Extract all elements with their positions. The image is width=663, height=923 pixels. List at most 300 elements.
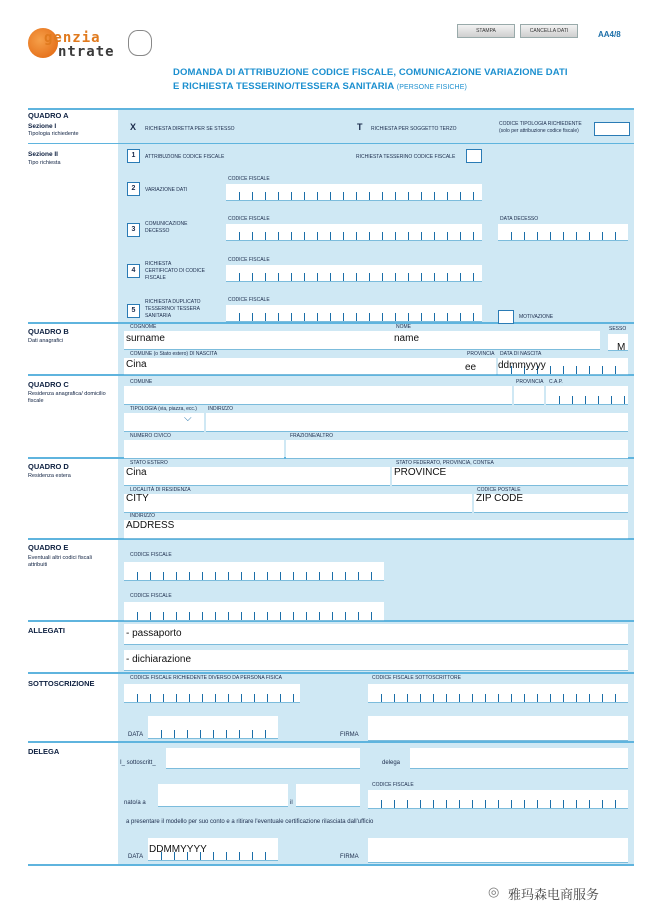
grid-tick xyxy=(176,694,177,702)
grid-tick xyxy=(215,694,216,702)
grid-tick xyxy=(473,192,474,200)
grid-tick xyxy=(252,313,253,321)
quadro-d-sub: Residenza estera xyxy=(28,473,71,479)
grid-tick xyxy=(434,232,435,240)
grid-tick xyxy=(137,694,138,702)
grid-tick xyxy=(394,694,395,702)
direct-request-label: RICHIESTA DIRETTA PER SE STESSO xyxy=(145,126,235,132)
allegati-line1-input[interactable] xyxy=(124,624,628,645)
grid-tick xyxy=(252,192,253,200)
grid-tick xyxy=(150,612,151,620)
codice-tipologia-select[interactable] xyxy=(594,122,630,136)
grid-tick xyxy=(330,313,331,321)
grid-tick xyxy=(589,232,590,240)
stato-federato-label: STATO FEDERATO, PROVINCIA, CONTEA xyxy=(396,460,494,466)
grid-tick xyxy=(485,800,486,808)
grid-tick xyxy=(280,694,281,702)
cf-input-2[interactable] xyxy=(226,184,482,201)
grid-tick xyxy=(241,612,242,620)
grid-tick xyxy=(485,694,486,702)
grid-tick xyxy=(408,232,409,240)
grid-tick xyxy=(537,232,538,240)
indirizzo-d-label: INDIRIZZO xyxy=(130,513,155,519)
grid-tick xyxy=(330,192,331,200)
data-sottoscrizione-label: DATA xyxy=(128,732,144,738)
grid-tick xyxy=(472,800,473,808)
grid-tick xyxy=(330,232,331,240)
grid-tick xyxy=(291,232,292,240)
grid-tick xyxy=(585,396,586,404)
grid-tick xyxy=(563,694,564,702)
grid-tick xyxy=(202,694,203,702)
watermark-text: 雅玛森电商服务 xyxy=(508,887,600,902)
request-type-3-label: COMUNICAZIONE DECESSO xyxy=(145,221,188,234)
grid-tick xyxy=(265,232,266,240)
separator xyxy=(28,108,634,110)
grid-tick xyxy=(407,694,408,702)
localita-value: CITY xyxy=(126,493,149,504)
request-type-3-checkbox[interactable]: 3 xyxy=(127,223,140,237)
sottoscritt-input[interactable] xyxy=(166,748,360,769)
sottoscritt-label: I_ sottoscritt_ xyxy=(120,760,156,766)
grid-tick xyxy=(278,273,279,281)
grid-tick xyxy=(228,612,229,620)
frazione-label: FRAZIONE/ALTRO xyxy=(290,433,333,439)
grid-tick xyxy=(382,232,383,240)
grid-tick xyxy=(447,232,448,240)
grid-tick xyxy=(615,232,616,240)
stato-estero-value: Cina xyxy=(126,467,147,478)
grid-tick xyxy=(267,612,268,620)
grid-tick xyxy=(291,273,292,281)
separator xyxy=(28,322,634,324)
grid-tick xyxy=(563,232,564,240)
grid-tick xyxy=(265,852,266,860)
grid-tick xyxy=(602,366,603,374)
grid-tick xyxy=(550,694,551,702)
grid-tick xyxy=(407,800,408,808)
cap-label: C.A.P. xyxy=(549,379,563,385)
grid-tick xyxy=(267,572,268,580)
grid-tick xyxy=(252,273,253,281)
grid-tick xyxy=(265,313,266,321)
tipologia-select[interactable] xyxy=(124,413,204,432)
logo-line2: ntrate xyxy=(58,44,115,60)
cf-delega-label: CODICE FISCALE xyxy=(372,782,414,788)
quadro-c-sub: Residenza anagrafica/ domicilio fiscale xyxy=(28,391,106,404)
nome-input[interactable] xyxy=(392,331,600,350)
data-decesso-input[interactable] xyxy=(498,224,628,241)
grid-tick xyxy=(345,612,346,620)
request-type-2-label: VARIAZIONE DATI xyxy=(145,187,188,193)
print-button[interactable]: STAMPA xyxy=(457,24,515,38)
grid-tick xyxy=(446,800,447,808)
grid-tick xyxy=(306,572,307,580)
quadro-e-title: QUADRO E xyxy=(28,543,69,552)
data-nascita-value: ddmmyyyy xyxy=(498,360,546,371)
grid-tick xyxy=(537,694,538,702)
grid-tick xyxy=(356,192,357,200)
sezione2-title: Sezione II xyxy=(28,151,58,158)
provincia-nascita-value: ee xyxy=(465,362,477,373)
grid-tick xyxy=(369,192,370,200)
separator xyxy=(28,672,634,674)
grid-tick xyxy=(267,694,268,702)
nome-label: NOME xyxy=(396,324,411,330)
grid-tick xyxy=(498,800,499,808)
grid-tick xyxy=(356,313,357,321)
grid-tick xyxy=(394,800,395,808)
frazione-input[interactable] xyxy=(286,440,628,459)
cf-sottoscrittore-label: CODICE FISCALE SOTTOSCRITTORE xyxy=(372,675,461,681)
stato-estero-input[interactable] xyxy=(124,467,390,486)
grid-tick xyxy=(332,612,333,620)
comune-nascita-label: COMUNE (o Stato estero) DI NASCITA xyxy=(130,351,218,357)
grid-tick xyxy=(395,313,396,321)
il-input[interactable] xyxy=(296,784,360,807)
grid-tick xyxy=(163,612,164,620)
grid-tick xyxy=(382,273,383,281)
grid-tick xyxy=(381,800,382,808)
request-type-2-checkbox[interactable]: 2 xyxy=(127,182,140,196)
grid-tick xyxy=(421,313,422,321)
grid-tick xyxy=(304,232,305,240)
grid-tick xyxy=(371,612,372,620)
grid-tick xyxy=(265,192,266,200)
grid-tick xyxy=(576,800,577,808)
grid-tick xyxy=(317,232,318,240)
cf-field-label: CODICE FISCALE xyxy=(228,176,270,182)
grid-tick xyxy=(226,730,227,738)
grid-tick xyxy=(343,273,344,281)
request-type-4-checkbox[interactable]: 4 xyxy=(127,264,140,278)
grid-tick xyxy=(239,232,240,240)
grid-tick xyxy=(358,612,359,620)
grid-tick xyxy=(576,694,577,702)
cognome-value: surname xyxy=(126,333,165,344)
request-type-4-label: RICHIESTA CERTIFICATO DI CODICE FISCALE xyxy=(145,261,206,281)
grid-tick xyxy=(589,366,590,374)
localita-label: LOCALITÀ DI RESIDENZA xyxy=(130,487,191,493)
grid-tick xyxy=(280,612,281,620)
cf-input-4[interactable] xyxy=(226,265,482,282)
comune-residenza-label: COMUNE xyxy=(130,379,153,385)
sezione1-sub: Tipologia richiedente xyxy=(28,131,79,137)
delega-input[interactable] xyxy=(410,748,628,769)
grid-tick xyxy=(239,852,240,860)
motivazione-checkbox[interactable] xyxy=(498,310,514,324)
grid-tick xyxy=(137,612,138,620)
grid-tick xyxy=(343,313,344,321)
grid-tick xyxy=(408,192,409,200)
quadro-b-sub: Dati anagrafici xyxy=(28,338,64,344)
grid-tick xyxy=(254,612,255,620)
grid-tick xyxy=(280,572,281,580)
grid-tick xyxy=(293,612,294,620)
codice-postale-value: ZIP CODE xyxy=(476,493,524,504)
quadro-c-title: QUADRO C xyxy=(28,380,69,389)
richiesta-tesserino-label: RICHIESTA TESSERINO CODICE FISCALE xyxy=(356,154,456,160)
data-delega-label: DATA xyxy=(128,854,144,860)
indirizzo-c-input[interactable] xyxy=(206,413,628,432)
grid-tick xyxy=(434,313,435,321)
grid-tick xyxy=(459,694,460,702)
form-title-line2 xyxy=(173,81,467,92)
grid-tick xyxy=(215,612,216,620)
firma-sottoscrizione-input[interactable] xyxy=(368,716,628,741)
codice-tipologia-label: CODICE TIPOLOGIA RICHIEDENTE xyxy=(499,121,582,127)
grid-tick xyxy=(265,273,266,281)
sezione1-title: Sezione I xyxy=(28,123,57,130)
data-nascita-label: DATA DI NASCITA xyxy=(500,351,542,357)
grid-tick xyxy=(420,800,421,808)
grid-tick xyxy=(200,730,201,738)
grid-tick xyxy=(213,730,214,738)
grid-tick xyxy=(252,852,253,860)
grid-tick xyxy=(239,192,240,200)
grid-tick xyxy=(317,192,318,200)
quadro-d-title: QUADRO D xyxy=(28,462,69,471)
request-type-1-checkbox[interactable]: 1 xyxy=(127,149,140,163)
grid-tick xyxy=(187,730,188,738)
form-code: AA4/8 xyxy=(598,30,621,39)
grid-tick xyxy=(189,694,190,702)
data-decesso-label: DATA DECESSO xyxy=(500,216,539,222)
grid-tick xyxy=(550,366,551,374)
separator xyxy=(28,741,634,743)
cf-delega-input[interactable] xyxy=(368,790,628,809)
cf-input-5[interactable] xyxy=(226,305,482,322)
cf-e2-input[interactable] xyxy=(124,602,384,621)
grid-tick xyxy=(215,572,216,580)
grid-tick xyxy=(473,313,474,321)
cf-richiedente-input[interactable] xyxy=(124,684,300,703)
grid-tick xyxy=(395,192,396,200)
allegati-line1-value: - passaporto xyxy=(126,628,182,639)
delega-label: delega xyxy=(382,760,401,766)
form-title-line1: DOMANDA DI ATTRIBUZIONE CODICE FISCALE, COMUNICAZIONE VARIAZIONE DATI xyxy=(173,67,568,78)
logo-line1: genzia xyxy=(44,30,101,46)
nato-label: nato/a a xyxy=(124,800,146,806)
cf-field-label: CODICE FISCALE xyxy=(228,257,270,263)
grid-tick xyxy=(460,313,461,321)
cf-e1-input[interactable] xyxy=(124,562,384,581)
grid-tick xyxy=(241,694,242,702)
grid-tick xyxy=(150,694,151,702)
indirizzo-c-label: INDIRIZZO xyxy=(208,406,233,412)
grid-tick xyxy=(421,273,422,281)
richiesta-tesserino-checkbox[interactable] xyxy=(466,149,482,163)
sesso-label: SESSO xyxy=(609,326,627,332)
comune-nascita-input[interactable] xyxy=(124,358,464,375)
form-title-line2-text: E RICHIESTA TESSERINO/TESSERA SANITARIA xyxy=(173,81,395,92)
grid-tick xyxy=(447,313,448,321)
grid-tick xyxy=(511,800,512,808)
firma-delega-input[interactable] xyxy=(368,838,628,863)
civico-label: NUMERO CIVICO xyxy=(130,433,171,439)
grid-tick xyxy=(421,192,422,200)
grid-tick xyxy=(304,273,305,281)
grid-tick xyxy=(537,800,538,808)
grid-tick xyxy=(319,612,320,620)
wechat-icon: ◎ xyxy=(488,884,500,899)
grid-tick xyxy=(293,572,294,580)
codice-postale-label: CODICE POSTALE xyxy=(477,487,521,493)
firma-sottoscrizione-label: FIRMA xyxy=(340,732,359,738)
codice-tipologia-note: (solo per attribuzione codice fiscale) xyxy=(499,128,579,134)
grid-tick xyxy=(602,800,603,808)
grid-tick xyxy=(460,192,461,200)
stato-estero-label: STATO ESTERO xyxy=(130,460,168,466)
grid-tick xyxy=(343,192,344,200)
allegati-line2-input[interactable] xyxy=(124,650,628,671)
localita-input[interactable] xyxy=(124,494,472,513)
grid-tick xyxy=(434,192,435,200)
grid-tick xyxy=(576,232,577,240)
grid-tick xyxy=(395,232,396,240)
grid-tick xyxy=(408,273,409,281)
sottoscrizione-title: SOTTOSCRIZIONE xyxy=(28,679,95,688)
grid-tick xyxy=(563,366,564,374)
grid-tick xyxy=(252,730,253,738)
grid-tick xyxy=(278,232,279,240)
grid-tick xyxy=(559,396,560,404)
presentare-text: a presentare il modello per suo conto e a ritirare l'eventuale certificazione rilasciata dall'ufficio xyxy=(126,819,374,825)
allegati-title: ALLEGATI xyxy=(28,626,65,635)
grid-tick xyxy=(576,366,577,374)
grid-tick xyxy=(317,273,318,281)
direct-request-checkbox[interactable]: X xyxy=(130,122,137,132)
grid-tick xyxy=(572,396,573,404)
grid-tick xyxy=(371,572,372,580)
cf-e2-label: CODICE FISCALE xyxy=(130,593,172,599)
grid-tick xyxy=(291,192,292,200)
clear-data-button[interactable]: CANCELLA DATI xyxy=(520,24,578,38)
grid-tick xyxy=(381,694,382,702)
grid-tick xyxy=(459,800,460,808)
grid-tick xyxy=(278,192,279,200)
provincia-residenza-input[interactable] xyxy=(514,386,544,405)
grid-tick xyxy=(161,730,162,738)
grid-tick xyxy=(602,694,603,702)
grid-tick xyxy=(563,800,564,808)
cf-richiedente-label: CODICE FISCALE RICHIEDENTE DIVERSO DA PERSONA FISICA xyxy=(130,675,282,681)
comune-residenza-input[interactable] xyxy=(124,386,512,405)
indirizzo-d-input[interactable] xyxy=(124,520,628,539)
firma-delega-label: FIRMA xyxy=(340,854,359,860)
grid-tick xyxy=(408,313,409,321)
cf-field-label: CODICE FISCALE xyxy=(228,216,270,222)
allegati-line2-value: - dichiarazione xyxy=(126,654,192,665)
grid-tick xyxy=(345,572,346,580)
grid-tick xyxy=(252,232,253,240)
grid-tick xyxy=(615,366,616,374)
grid-tick xyxy=(317,313,318,321)
grid-tick xyxy=(433,694,434,702)
grid-tick xyxy=(189,612,190,620)
grid-tick xyxy=(624,396,625,404)
il-label: il xyxy=(290,800,293,806)
grid-tick xyxy=(615,694,616,702)
civico-input[interactable] xyxy=(124,440,284,459)
grid-tick xyxy=(332,572,333,580)
cf-sottoscrittore-input[interactable] xyxy=(368,684,628,703)
data-delega-value: DDMMYYYY xyxy=(149,844,207,855)
grid-tick xyxy=(511,694,512,702)
grid-tick xyxy=(163,572,164,580)
grid-tick xyxy=(293,694,294,702)
grid-tick xyxy=(239,730,240,738)
grid-tick xyxy=(306,612,307,620)
request-type-5-checkbox[interactable]: 5 xyxy=(127,304,140,318)
separator xyxy=(28,143,634,144)
tipologia-label: TIPOLOGIA (via, piazza, ecc.) xyxy=(130,406,197,412)
grid-tick xyxy=(433,800,434,808)
grid-tick xyxy=(228,572,229,580)
grid-tick xyxy=(358,572,359,580)
grid-tick xyxy=(330,273,331,281)
grid-tick xyxy=(239,273,240,281)
grid-tick xyxy=(291,313,292,321)
cf-field-label: CODICE FISCALE xyxy=(228,297,270,303)
motivazione-label: MOTIVAZIONE xyxy=(519,314,554,320)
grid-tick xyxy=(254,694,255,702)
grid-tick xyxy=(382,313,383,321)
cap-input[interactable] xyxy=(546,386,628,405)
grid-tick xyxy=(421,232,422,240)
grid-tick xyxy=(226,852,227,860)
delega-title: DELEGA xyxy=(28,747,60,756)
grid-tick xyxy=(447,273,448,281)
grid-tick xyxy=(382,192,383,200)
stato-federato-value: PROVINCE xyxy=(394,467,447,478)
grid-tick xyxy=(265,730,266,738)
third-party-label: RICHIESTA PER SOGGETTO TERZO xyxy=(371,126,457,132)
grid-tick xyxy=(343,232,344,240)
grid-tick xyxy=(176,612,177,620)
grid-tick xyxy=(589,694,590,702)
grid-tick xyxy=(202,572,203,580)
grid-tick xyxy=(460,273,461,281)
grid-tick xyxy=(524,694,525,702)
grid-tick xyxy=(611,396,612,404)
quadro-e-sub: Eventuali altri codici fiscali attribuiti xyxy=(28,555,92,568)
grid-tick xyxy=(446,694,447,702)
third-party-checkbox[interactable]: T xyxy=(357,122,363,132)
grid-tick xyxy=(395,273,396,281)
data-sottoscrizione-input[interactable] xyxy=(148,716,278,739)
quadro-a-title: QUADRO A xyxy=(28,111,69,120)
grid-tick xyxy=(189,572,190,580)
form-title-note: (PERSONE FISICHE) xyxy=(396,84,467,91)
nato-input[interactable] xyxy=(158,784,288,807)
nome-value: name xyxy=(394,333,420,344)
grid-tick xyxy=(472,694,473,702)
grid-tick xyxy=(356,232,357,240)
cf-e1-label: CODICE FISCALE xyxy=(130,552,172,558)
grid-tick xyxy=(174,730,175,738)
grid-tick xyxy=(176,572,177,580)
grid-tick xyxy=(163,694,164,702)
grid-tick xyxy=(434,273,435,281)
cf-input-3[interactable] xyxy=(226,224,482,241)
grid-tick xyxy=(460,232,461,240)
grid-tick xyxy=(524,800,525,808)
grid-tick xyxy=(356,273,357,281)
request-type-5-label: RICHIESTA DUPLICATO TESSERINO/ TESSERA SANITARIA xyxy=(145,299,201,319)
grid-tick xyxy=(278,313,279,321)
grid-tick xyxy=(473,232,474,240)
